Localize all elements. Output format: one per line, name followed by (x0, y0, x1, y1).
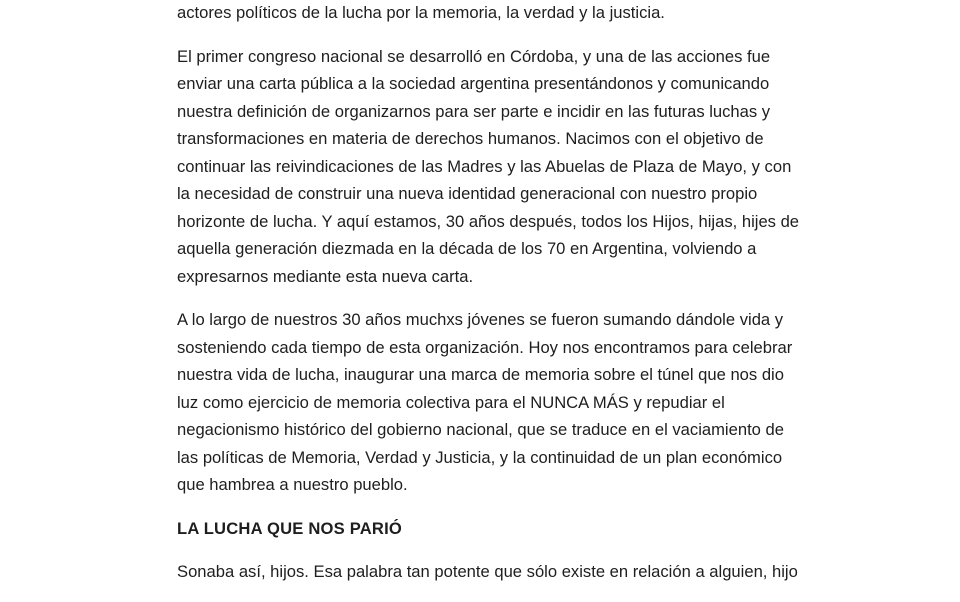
paragraph (177, 306, 817, 499)
text-line: las políticas de Memoria, Verdad y Justicia, y la continuidad de un plan económico (177, 447, 783, 467)
text-line: negacionismo histórico del gobierno nacional, que se traduce en el vaciamiento de (177, 420, 784, 439)
text-line: que hambrea a nuestro pueblo. (177, 475, 408, 494)
text-line: nuestra definición de organizarnos para ser parte e incidir en las futuras luchas y (177, 101, 771, 121)
text-line: transformaciones en materia de derechos humanos. Nacimos con el objetivo de (177, 129, 764, 148)
section-heading (177, 515, 817, 543)
heading-text: LA LUCHA QUE NOS PARIÓ (177, 518, 403, 538)
text-line: Sonaba así, hijos. Esa palabra tan potente que sólo existe en relación a alguien, hijo (177, 562, 798, 581)
text-line: sosteniendo cada tiempo de esta organización. Hoy nos encontramos para celebrar (177, 337, 793, 357)
text-line: nuestra vida de lucha, inaugurar una marca de memoria sobre el túnel que nos dio (177, 365, 784, 384)
text-line: horizonte de lucha. Y aquí estamos, 30 años después, todos los Hijos, hijas, hijes de (177, 211, 800, 231)
text-line: enviar una carta pública a la sociedad argentina presentándonos y comunicando (177, 74, 770, 93)
text-line: luz como ejercicio de memoria colectiva para el NUNCA MÁS y repudiar el (177, 392, 725, 412)
paragraph (177, 558, 817, 586)
text-line: El primer congreso nacional se desarrolló en Córdoba, y una de las acciones fue (177, 46, 771, 66)
paragraph (177, 43, 817, 291)
text-line: aquella generación diezmada en la década de los 70 en Argentina, volviendo a (177, 239, 757, 258)
text-line: la necesidad de construir una nueva identidad generacional con nuestro propio (177, 184, 758, 203)
text-line: expresarnos mediante esta nueva carta. (177, 266, 474, 286)
text-line: continuar las reivindicaciones de las Madres y las Abuelas de Plaza de Mayo, y con (177, 156, 792, 176)
document-page (177, 0, 817, 602)
paragraph (177, 0, 817, 27)
text-line: actores políticos de la lucha por la memoria, la verdad y la justicia. (177, 3, 665, 22)
text-line: A lo largo de nuestros 30 años muchxs jóvenes se fueron sumando dándole vida y (177, 310, 784, 329)
